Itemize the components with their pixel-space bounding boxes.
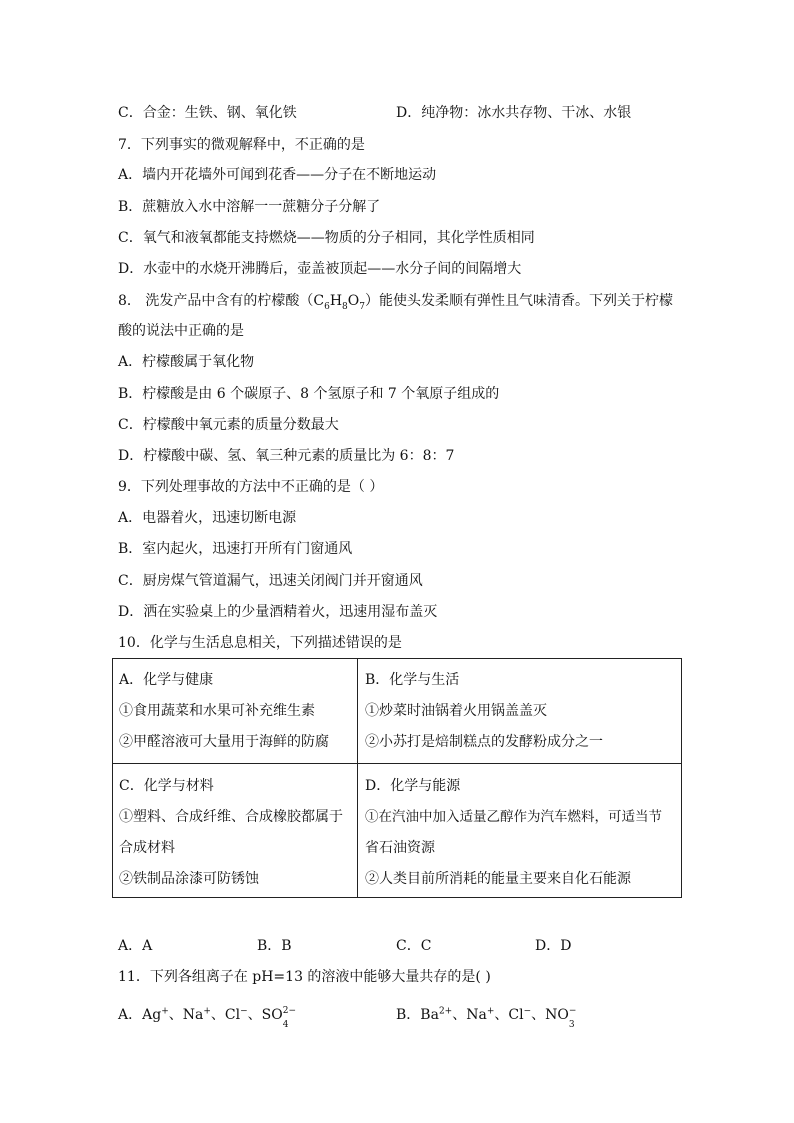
q11-option-a: A．Ag+、Na+、Cl−、SO 2− 4: [118, 1006, 297, 1030]
cell-d-title: D．化学与能源: [365, 778, 461, 794]
q9-option-d: D．洒在实验桌上的少量酒精着火，迅速用湿布盖灭: [118, 604, 438, 620]
q10-stem: 10．化学与生活息息相关，下列描述错误的是: [118, 635, 402, 651]
cell-c-item-1: ①塑料、合成纤维、合成橡胶都属于: [119, 809, 343, 825]
q8-stem-prefix: 8． 洗发产品中含有的柠檬酸（: [118, 293, 314, 309]
cell-c-item-2: ②铁制品涂漆可防锈蚀: [119, 871, 259, 887]
cell-d-item-1-cont: 省石油资源: [365, 840, 435, 856]
q11-option-b: B．$Ba^{2+}$、Na+、Cl−、NO − 3: [396, 1006, 577, 1030]
cell-c-title: C．化学与材料: [119, 778, 214, 794]
q8-formula: $C_6H_8O_7$: [313, 293, 365, 312]
q6-option-d: D．纯净物：冰水共存物、干冰、水银: [396, 105, 632, 121]
q8-stem: [118, 292, 673, 310]
cell-a-item-1: ①食用蔬菜和水果可补充维生素: [119, 703, 315, 719]
q9-stem: 9．下列处理事故的方法中不正确的是（ ）: [118, 479, 384, 495]
table-divider-vertical: [357, 659, 358, 897]
q9-option-b: B．室内起火，迅速打开所有门窗通风: [118, 541, 353, 557]
q8-stem-line2: 酸的说法中正确的是: [118, 323, 244, 339]
cell-a-title: A．化学与健康: [119, 672, 214, 688]
q8-option-c: C．柠檬酸中氧元素的质量分数最大: [118, 417, 339, 433]
q7-option-b: B．蔗糖放入水中溶解一一蔗糖分子分解了: [118, 199, 381, 215]
q7-option-a: A．墙内开花墙外可闻到花香——分子在不断地运动: [118, 167, 437, 183]
q7-option-d: D．水壶中的水烧开沸腾后，壶盖被顶起——水分子间的间隔增大: [118, 261, 522, 277]
q8-stem-suffix: ）能使头发柔顺有弹性且气味清香。下列关于柠檬: [364, 293, 673, 309]
cell-a-item-2: ②甲醛溶液可大量用于海鲜的防腐: [119, 734, 329, 750]
q8-option-b: B．柠檬酸是由 6 个碳原子、8 个氢原子和 7 个氧原子组成的: [118, 386, 500, 402]
table-divider-horizontal: [113, 763, 681, 764]
q8-option-a: A．柠檬酸属于氧化物: [118, 354, 255, 370]
cell-d-item-2: ②人类目前所消耗的能量主要来自化石能源: [365, 871, 631, 887]
q10-answer-c: C．C: [396, 938, 432, 954]
cell-b-item-2: ②小苏打是焙制糕点的发酵粉成分之一: [365, 734, 603, 750]
q7-stem: 7．下列事实的微观解释中，不正确的是: [118, 137, 365, 153]
cell-d-item-1: ①在汽油中加入适量乙醇作为汽车燃料，可适当节: [365, 809, 662, 825]
q7-option-c: C．氧气和液氧都能支持燃烧——物质的分子相同，其化学性质相同: [118, 230, 535, 246]
q10-answer-a: A．A: [118, 938, 153, 954]
cell-b-item-1: ①炒菜时油锅着火用锅盖盖灭: [365, 703, 547, 719]
q10-answer-d: D．D: [535, 938, 572, 954]
q8-option-d: D．柠檬酸中碳、氢、氧三种元素的质量比为 6：8：7: [118, 448, 455, 464]
q10-table: [112, 658, 682, 898]
cell-b-title: B．化学与生活: [365, 672, 460, 688]
q6-option-c: C．合金：生铁、钢、氧化铁: [118, 105, 297, 121]
q10-answer-b: B．B: [257, 938, 292, 954]
q9-option-c: C．厨房煤气管道漏气，迅速关闭阀门并开窗通风: [118, 573, 423, 589]
q11-stem: 11．下列各组离子在 pH=13 的溶液中能够大量共存的是( ): [118, 969, 491, 985]
q9-option-a: A．电器着火，迅速切断电源: [118, 510, 297, 526]
cell-c-item-1-cont: 合成材料: [119, 840, 175, 856]
